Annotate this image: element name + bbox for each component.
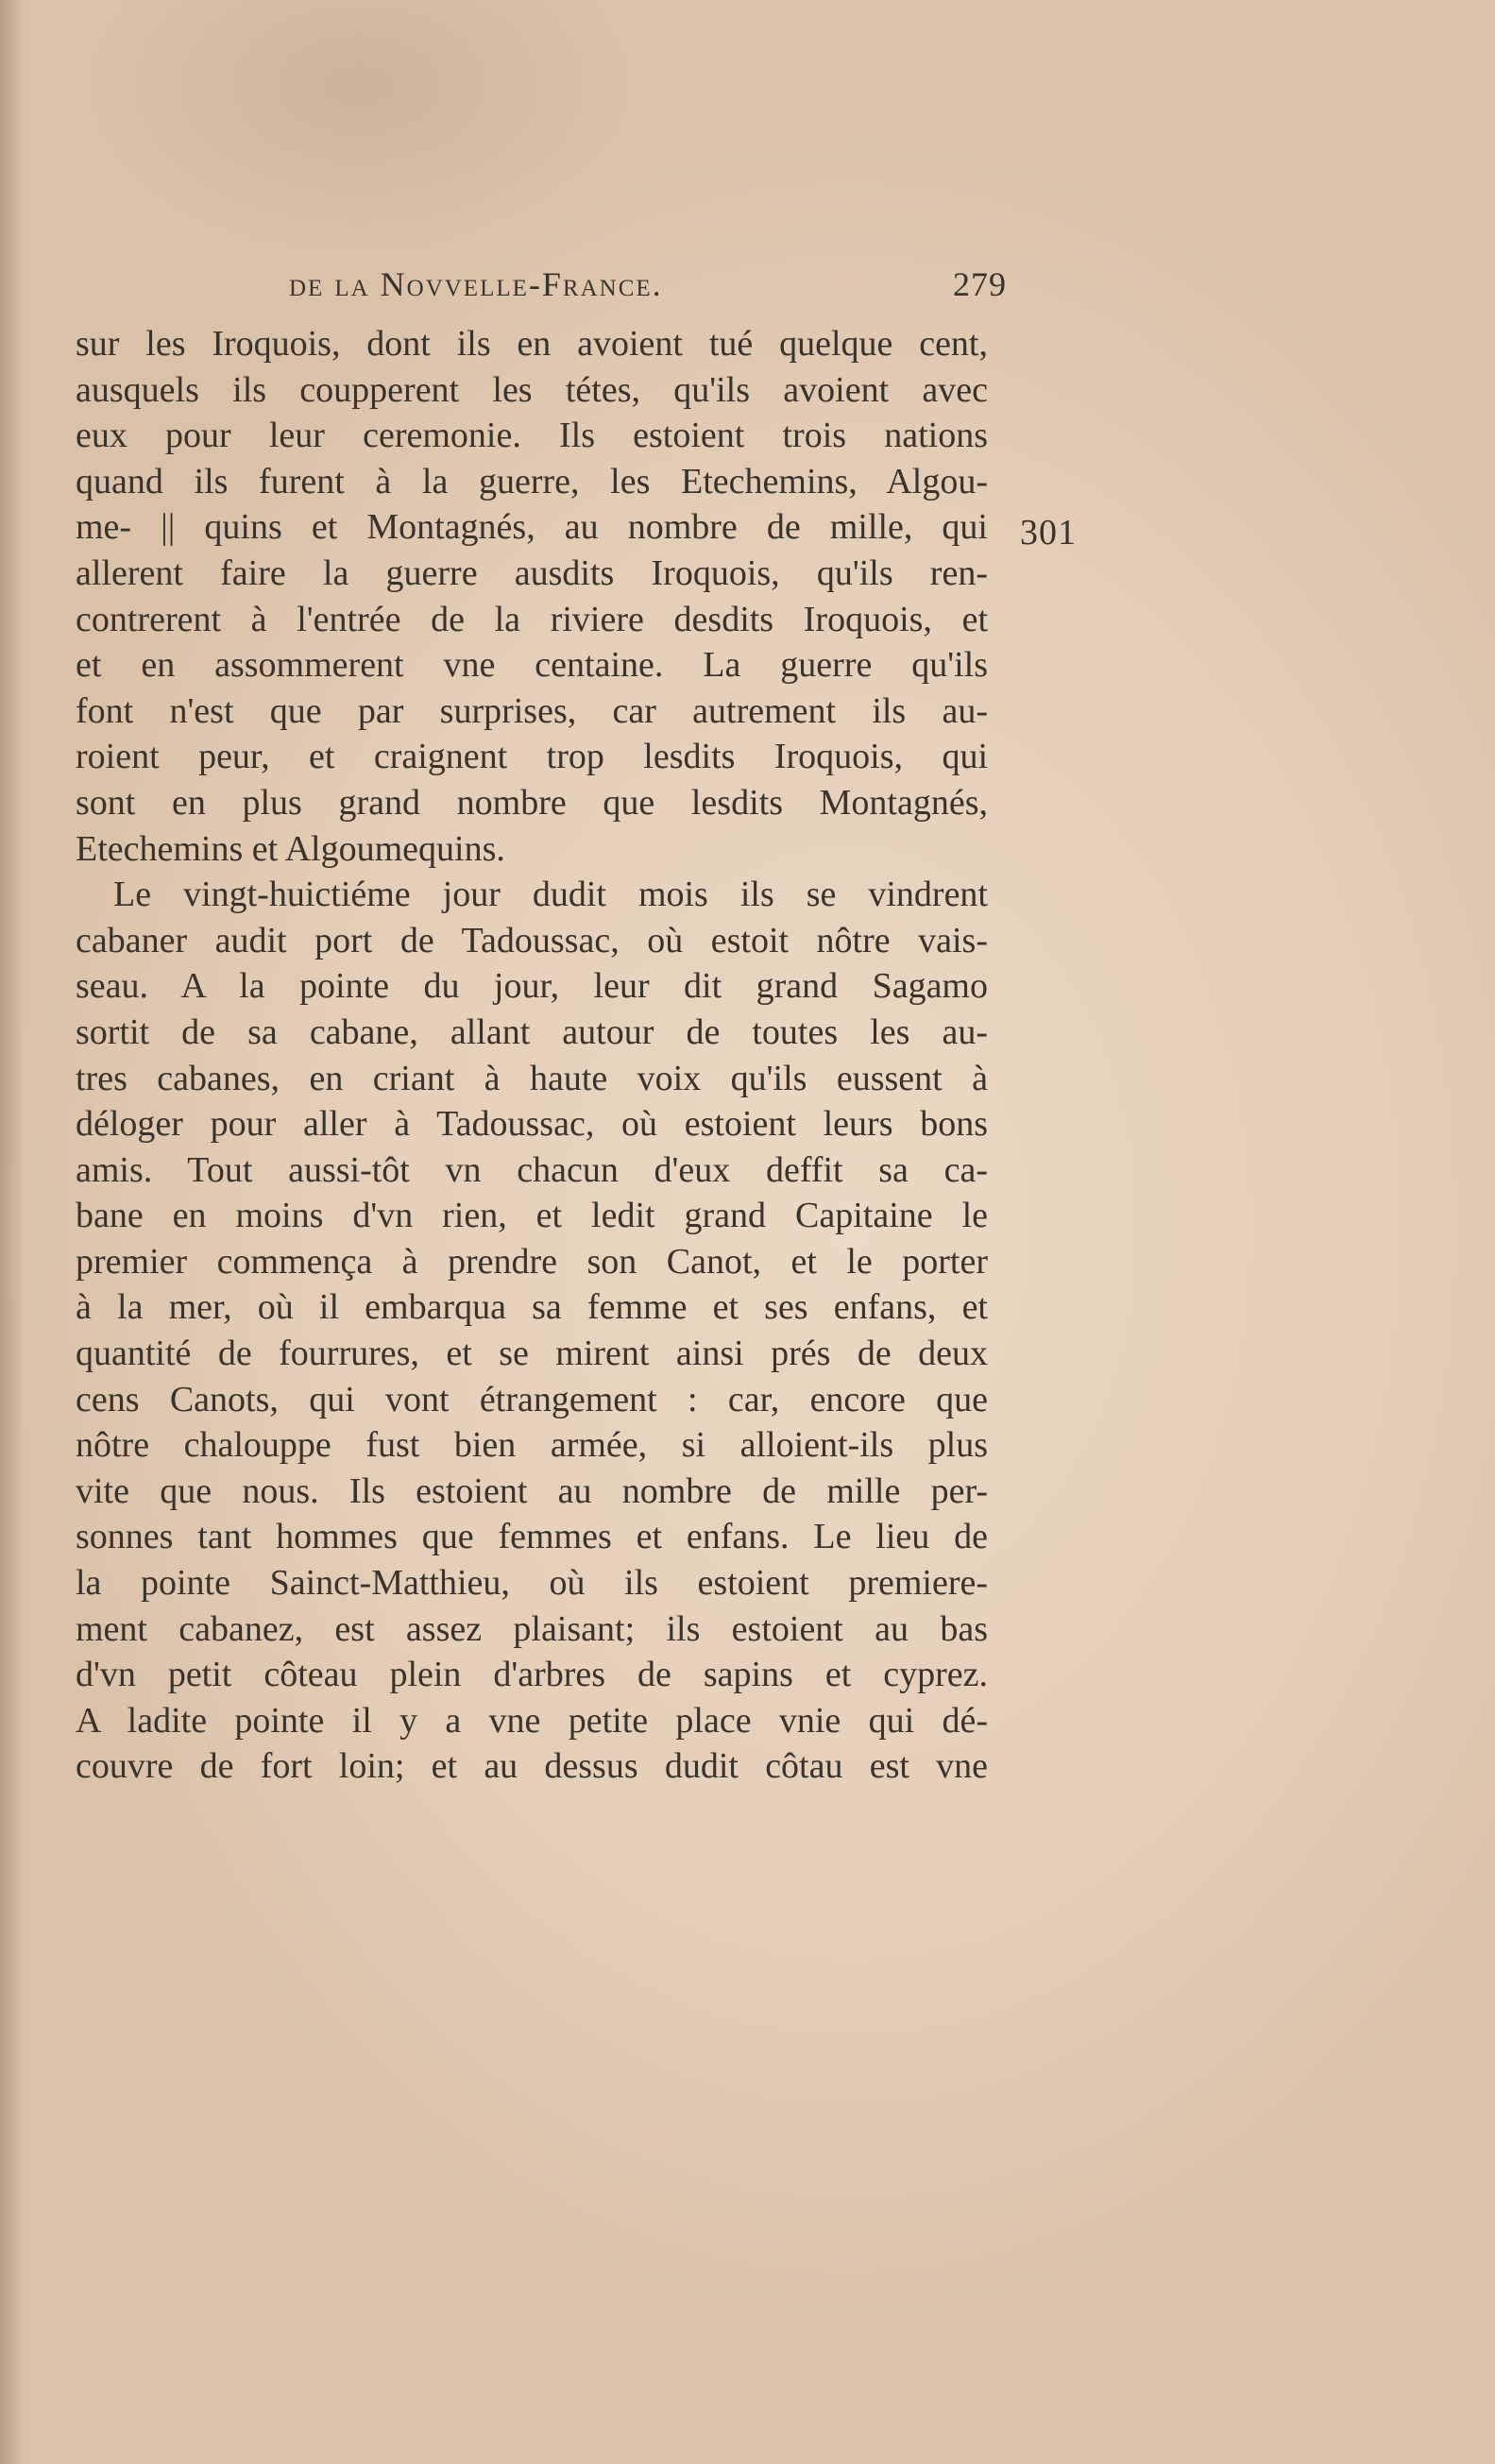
text-line: bane en moins d'vn rien, et ledit grand Capitaine le [76,1196,988,1236]
text-line: d'vn petit côteau plein d'arbres de sapins et cyprez. [76,1655,988,1695]
text-line: quand ils furent à la guerre, les Etechemins, Algou- [76,461,988,501]
text-line: amis. Tout aussi-tôt vn chacun d'eux deffit sa ca- [76,1149,988,1190]
text-line: ausquels ils coupperent les tétes, qu'ils avoient avec [76,369,988,410]
text-line: allerent faire la guerre ausdits Iroquois, qu'ils ren- [76,552,988,593]
text-line: déloger pour aller à Tadoussac, où estoient leurs bons [76,1104,988,1145]
text-line: me- || quins et Montagnés, au nombre de mille, qui [76,507,988,548]
text-line: nôtre chalouppe fust bien armée, si alloient-ils plus [76,1425,988,1466]
text-line: à la mer, où il embarqua sa femme et ses enfans, et [76,1287,988,1328]
text-line: roient peur, et craignent trop lesdits Iroquois, qui [76,737,988,777]
text-line: quantité de fourrures, et se mirent ainsi prés de deux [76,1334,988,1374]
text-line: cens Canots, qui vont étrangement : car, encore que [76,1379,988,1419]
body-text [76,321,988,1790]
page-number: 279 [953,265,1007,303]
text-line: et en assommerent vne centaine. La guerre qu'ils [76,645,988,686]
text-line: couvre de fort loin; et au dessus dudit côtau est vne [76,1746,988,1787]
marginal-page-reference: 301 [1020,513,1077,552]
text-line: contrerent à l'entrée de la riviere desdits Iroquois, et [76,599,988,639]
text-line: premier commença à prendre son Canot, et le porter [76,1241,988,1282]
text-line: la pointe Sainct-Matthieu, où ils estoient premiere- [76,1563,988,1604]
text-line: sont en plus grand nombre que lesdits Montagnés, [76,782,988,823]
text-line: sortit de sa cabane, allant autour de toutes les au- [76,1011,988,1052]
text-line: sur les Iroquois, dont ils en avoient tué quelque cent, [76,324,988,364]
text-line: A ladite pointe il y a vne petite place vnie qui dé- [76,1700,988,1741]
text-line: seau. A la pointe du jour, leur dit grand Sagamo [76,966,988,1007]
text-line: sonnes tant hommes que femmes et enfans. Le lieu de [76,1517,988,1557]
text-line: font n'est que par surprises, car autrement ils au- [76,690,988,731]
text-line: ment cabanez, est assez plaisant; ils estoient au bas [76,1608,988,1649]
text-line: eux pour leur ceremonie. Ils estoient trois nations [76,416,988,456]
page-header [289,264,1007,312]
running-title: de la Novvelle-France. [289,265,663,303]
text-line: tres cabanes, en criant à haute voix qu'ils eussent à [76,1058,988,1098]
text-line: Le vingt-huictiéme jour dudit mois ils se vindrent [113,875,988,915]
text-line: Etechemins et Algoumequins. [76,828,505,869]
page-gutter-shadow [0,0,25,2464]
text-line: vite que nous. Ils estoient au nombre de mille per- [76,1470,988,1511]
text-line: cabaner audit port de Tadoussac, où estoit nôtre vais- [76,920,988,960]
